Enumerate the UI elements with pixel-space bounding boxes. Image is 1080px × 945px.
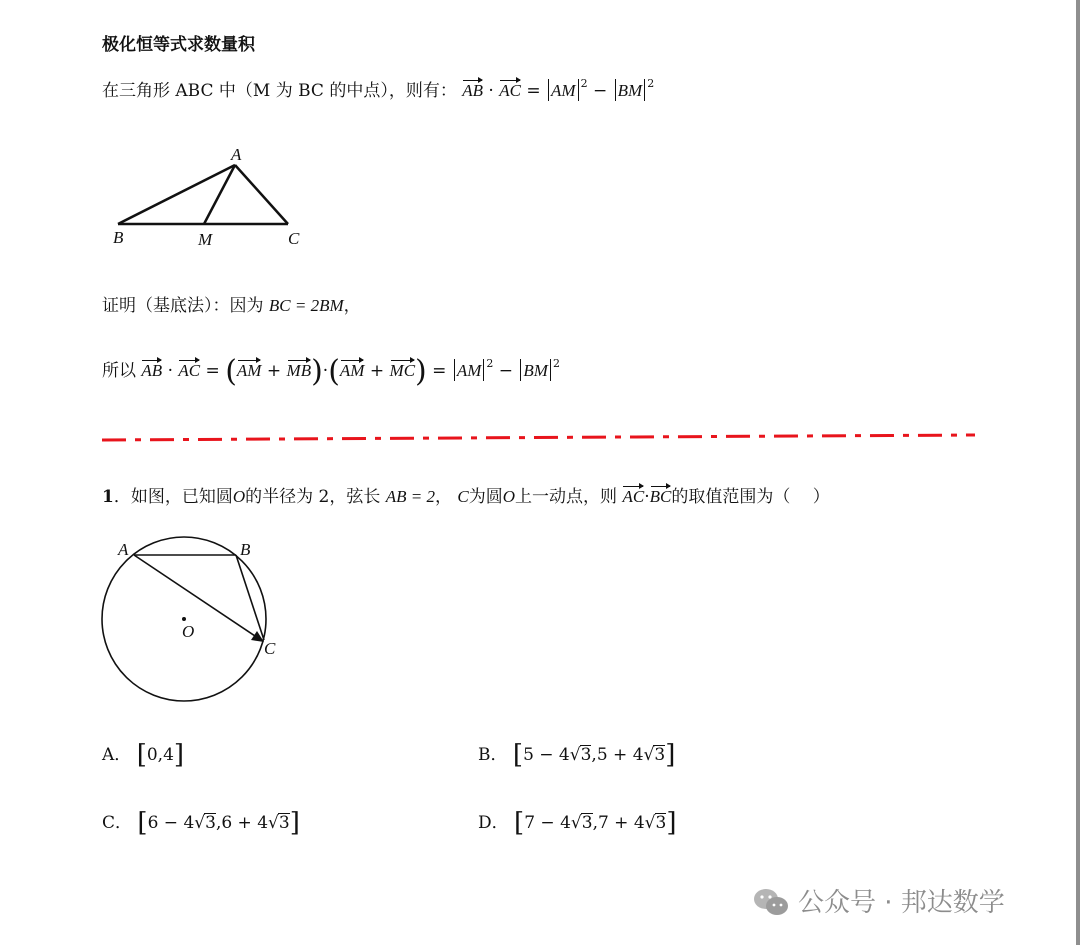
section-title: 极化恒等式求数量积 [102,35,255,55]
option-a[interactable]: A． [0,4] [102,740,185,770]
so-line: 所以 AB · AC = (AM + MB)·(AM + MC) = AM $^2$ − BM $^2$ [102,354,560,389]
watermark [752,882,1005,919]
question-number: 1 [102,487,114,507]
vector-ab: AB [462,78,483,101]
vector-ac: AC [499,78,521,101]
option-b[interactable]: B． [5 − 4√3,5 + 4√3] [478,740,676,770]
so-text: 所以 [102,361,136,381]
circle-diagram [96,536,296,711]
watermark-text: 公众号 · 邦达数学 [798,888,1005,918]
page-edge [1076,0,1080,945]
label-m: M [198,230,213,249]
circle-label-b: B [240,540,251,559]
proof-suffix: ， [343,296,361,316]
label-a: A [231,145,242,164]
section-divider [100,430,980,446]
circle-label-o: O [182,622,195,641]
proof-line [102,291,361,316]
proof-relation: BC = 2BM [268,296,344,315]
circle-label-c: C [264,639,276,658]
triangle-diagram [100,140,320,255]
label-c: C [288,229,300,248]
proof-text: 证明（基底法）：因为 [102,296,264,316]
circle-label-a: A [118,540,129,559]
wechat-icon [752,887,790,917]
question-1: 1．如图，已知圆O的半径为 2，弦长 AB = 2， C为圆O上一动点，则 AC·BC的取值范围为（ ） [102,482,830,507]
option-d[interactable]: D． [7 − 4√3,7 + 4√3] [478,808,677,838]
identity-statement: 在三角形 ABC 中（M 为 BC 的中点），则有： AB · AC = AM $^2$ − BM $^2$ [102,77,655,101]
option-c[interactable]: C． [6 − 4√3,6 + 4√3] [102,808,300,838]
label-b: B [113,228,124,247]
intro-text: 在三角形 ABC 中（M 为 BC 的中点），则有： [102,81,457,101]
